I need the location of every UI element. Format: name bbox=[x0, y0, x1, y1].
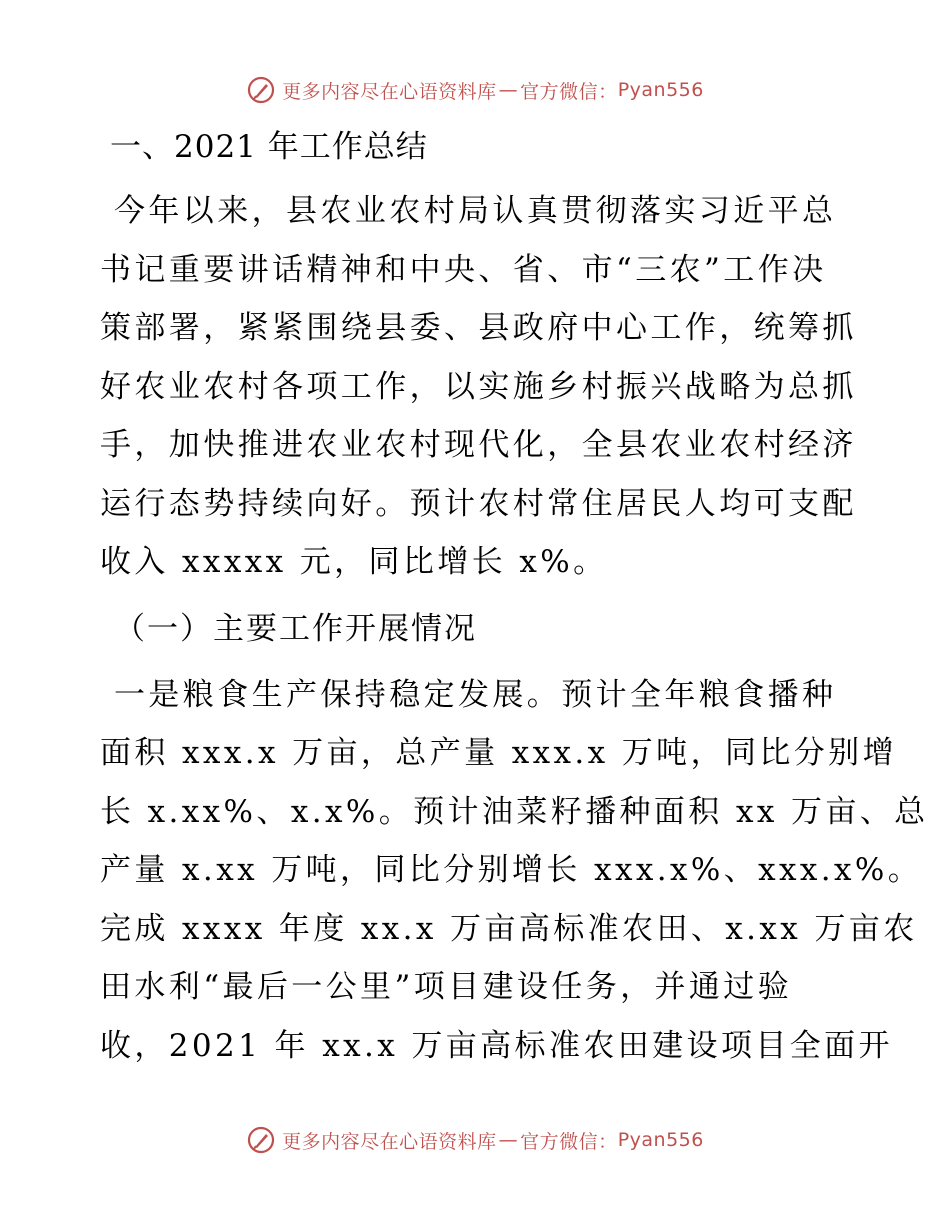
paragraph-line: 田水利“最后一公里”项目建设任务，并通过验 bbox=[100, 969, 793, 1005]
paragraph-line: 完成 xxxx 年度 xx.x 万亩高标准农田、x.xx 万亩农 bbox=[100, 910, 918, 947]
paragraph-line: 手，加快推进农业农村现代化，全县农业农村经济 bbox=[100, 427, 857, 463]
grain-paragraph bbox=[100, 666, 929, 1076]
paragraph-line: 运行态势持续向好。预计农村常住居民人均可支配 bbox=[100, 485, 857, 522]
subsection-title: （一）主要工作开展情况 bbox=[114, 610, 477, 647]
footer-watermark bbox=[0, 1120, 950, 1160]
paragraph-line: 收入 xxxxx 元，同比增长 x%。 bbox=[100, 544, 608, 580]
paragraph-line: 一是粮食生产保持稳定发展。预计全年粮食播种 bbox=[114, 676, 837, 713]
paragraph-line: 好农业农村各项工作，以实施乡村振兴战略为总抓 bbox=[100, 368, 857, 405]
paragraph-line: 产量 x.xx 万吨，同比分别增长 xxx.x%、xxx.x%。 bbox=[100, 852, 923, 888]
watermark-wechat-id: Pyan556 bbox=[617, 1129, 704, 1151]
paragraph-line: 今年以来，县农业农村局认真贯彻落实习近平总 bbox=[114, 193, 837, 229]
watermark-separator: — bbox=[498, 79, 519, 101]
paragraph-line: 收，2021 年 xx.x 万亩高标准农田建设项目全面开 bbox=[100, 1027, 893, 1064]
watermark-wechat-label: 官方微信： bbox=[520, 1130, 618, 1153]
watermark-wechat-label: 官方微信： bbox=[520, 80, 618, 103]
watermark-site-text: 更多内容尽在心语资料库 bbox=[282, 80, 497, 103]
paragraph-line: 面积 xxx.x 万亩，总产量 xxx.x 万吨，同比分别增 bbox=[100, 735, 897, 771]
watermark-site-text: 更多内容尽在心语资料库 bbox=[282, 1130, 497, 1153]
section-title: 一、2021 年工作总结 bbox=[110, 129, 428, 165]
paragraph-line: 长 x.xx%、x.x%。预计油菜籽播种面积 xx 万亩、总 bbox=[100, 793, 929, 830]
watermark-separator: — bbox=[498, 1129, 519, 1151]
document-page bbox=[100, 118, 929, 1075]
paragraph-line: 策部署，紧紧围绕县委、县政府中心工作，统筹抓 bbox=[100, 310, 857, 346]
paragraph-line: 书记重要讲话精神和中央、省、市“三农”工作决 bbox=[100, 251, 827, 288]
header-watermark bbox=[0, 70, 950, 110]
watermark-wechat-id: Pyan556 bbox=[617, 79, 704, 101]
feather-pen-logo-icon bbox=[246, 1125, 276, 1155]
intro-paragraph bbox=[100, 182, 860, 592]
feather-pen-logo-icon bbox=[246, 75, 276, 105]
